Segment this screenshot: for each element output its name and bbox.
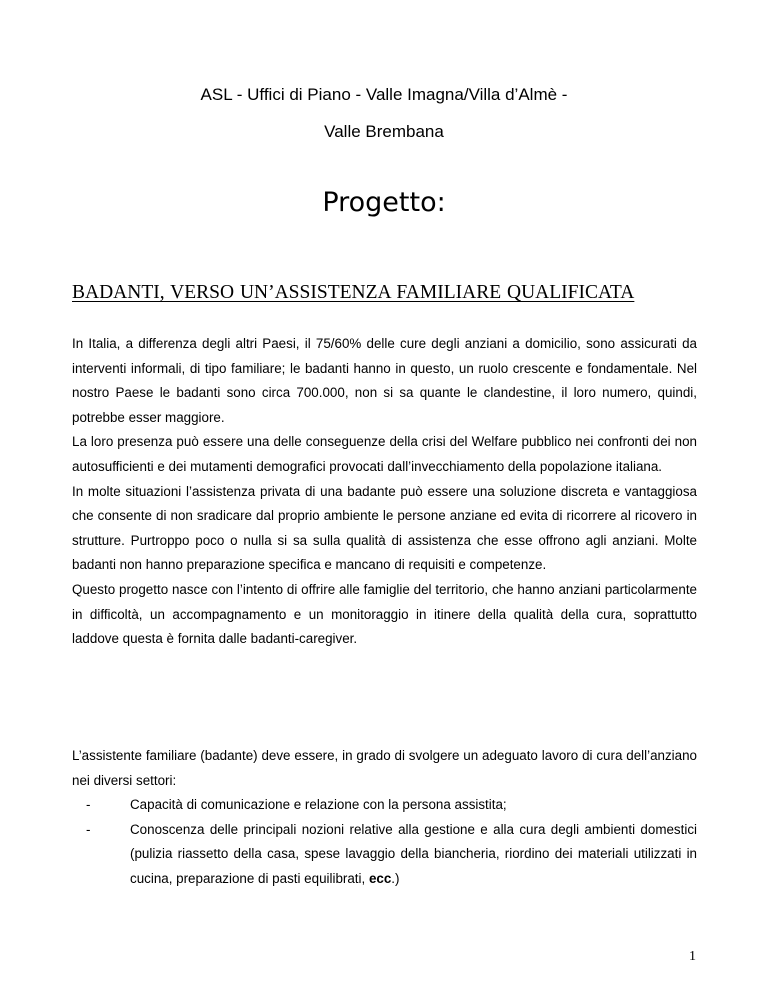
list-item-bold-text: ecc bbox=[368, 870, 392, 886]
header-area-line: Valle Brembana bbox=[324, 122, 444, 141]
skills-intro: L’assistente familiare (badante) deve essere, in grado di svolgere un adeguato lavoro di cura dell’anziano nei diversi settori: bbox=[72, 748, 697, 788]
list-item bbox=[72, 818, 697, 892]
paragraph-italy-care: In Italia, a differenza degli altri Paesi, il 75/60% delle cure degli anziani a domicilio, sono assicurati da interventi informali, di tipo familiare; le badanti hanno in questo, un ruolo crescente e fondamentale. Nel nostro Paese le badanti sono circa 700.000, non si sa quante le clandestine, il loro numero, quindi, potrebbe esser maggiore. bbox=[72, 336, 697, 425]
list-item bbox=[72, 793, 697, 818]
list-dash: - bbox=[86, 797, 91, 813]
paragraph-welfare-crisis: La loro presenza può essere una delle conseguenze della crisi del Welfare pubblico nei confronti dei non autosufficienti e dei mutamenti demografici provocati dall’invecchiamento della popolazione italiana. bbox=[72, 434, 697, 474]
page-number: 1 bbox=[689, 949, 696, 964]
paragraph-private-assistance: In molte situazioni l’assistenza privata di una badante può essere una soluzione discreta e vantaggiosa che consente di non sradicare dal proprio ambiente le persone anziane ed evita di ricorrere al ricovero in strutture. Purtroppo poco o nulla si sa sulla qualità di assistenza che esse offrono agli anziani. Molte badanti non hanno preparazione specifica e mancano di requisiti e competenze. bbox=[72, 483, 697, 573]
list-dash: - bbox=[86, 821, 91, 837]
header-organization-line: ASL - Uffici di Piano - Valle Imagna/Villa d’Almè - bbox=[200, 85, 568, 104]
list-item-text: Conoscenza delle principali nozioni relative alla gestione e alla cura degli ambienti domestici (pulizia riassetto della casa, spese lavaggio della biancheria, riordino dei materiali utilizzati in cucina, preparazione di pasti equilibrati, bbox=[130, 821, 697, 886]
skills-list bbox=[72, 793, 697, 891]
project-description bbox=[72, 332, 697, 652]
skills-section bbox=[72, 744, 697, 892]
list-item-tail-text: .) bbox=[391, 870, 400, 886]
list-item-text: Capacità di comunicazione e relazione con la persona assistita; bbox=[130, 797, 507, 813]
document-title: Progetto: bbox=[322, 187, 446, 218]
paragraph-project-intent: Questo progetto nasce con l’intento di offrire alle famiglie del territorio, che hanno anziani particolarmente in difficoltà, un accompagnamento e un monitoraggio in itinere della qualità della cura, soprattutto laddove questa è fornita dalle badanti-caregiver. bbox=[72, 581, 697, 647]
project-name-heading: BADANTI, VERSO UN’ASSISTENZA FAMILIARE QUALIFICATA bbox=[72, 282, 635, 303]
